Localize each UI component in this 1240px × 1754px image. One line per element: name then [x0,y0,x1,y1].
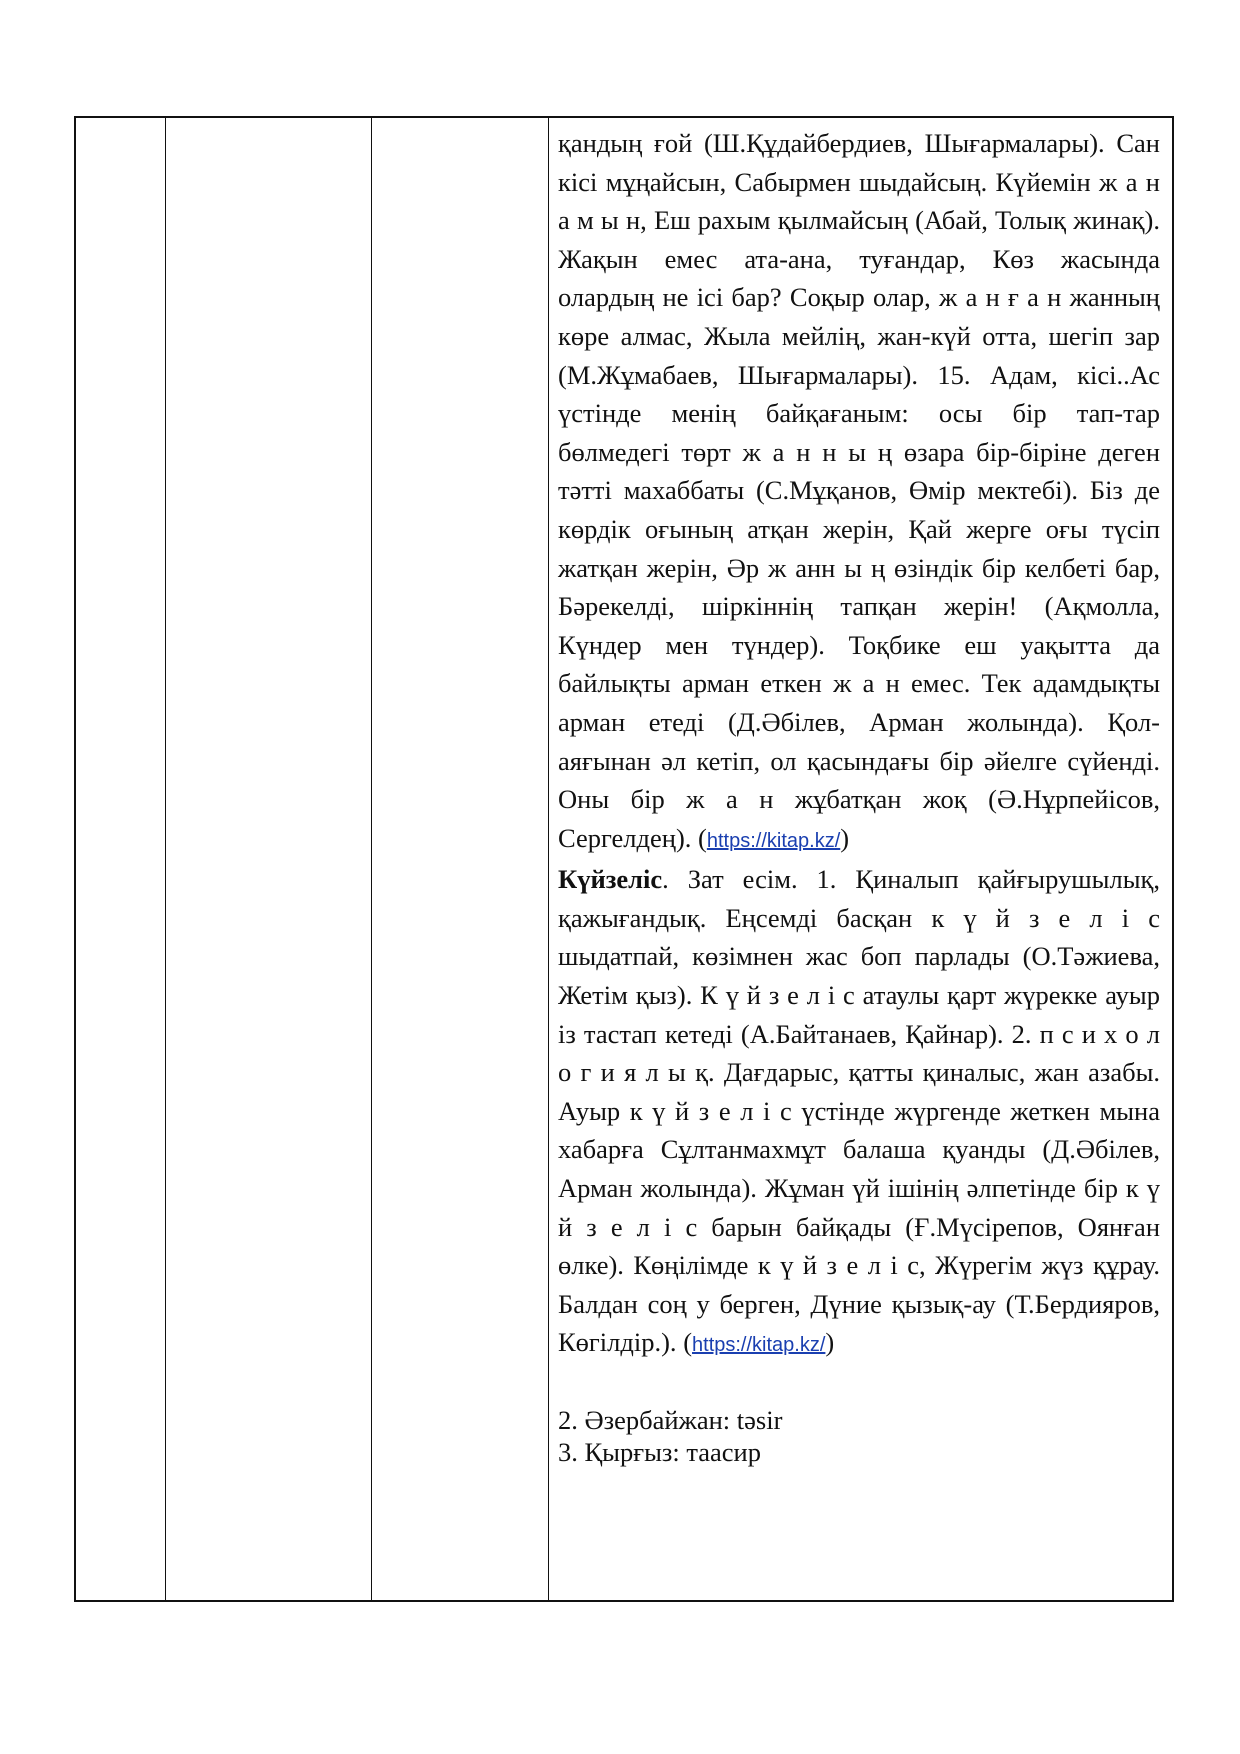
headword: Күйзеліс [558,864,663,895]
column-divider-2 [371,118,372,1600]
column-divider-1 [165,118,166,1600]
entry-paragraph-2 [558,860,1160,1365]
document-table [74,116,1174,1602]
paren-open: ( [683,1327,693,1358]
kitap-link-2[interactable]: https://kitap.kz/ [692,1334,826,1357]
entry-1-source [698,823,849,853]
equivalent-azerbaijani: 2. Әзербайжан: təsir [558,1404,783,1435]
entry-paragraph-1 [558,124,1160,860]
kitap-link-1[interactable]: https://kitap.kz/ [706,829,841,852]
definition-cell [558,124,1160,1468]
blank-line [558,1365,1160,1404]
equivalent-kyrgyz: 3. Қырғыз: таасир [558,1436,761,1467]
entry-2-text: . Зат есім. 1. Қиналып қайғырушылық, қажығандық. Еңсемді басқан к ү й з е л і с шыдатпай, көзімнен жас боп парлады (О.Тәжиева, Жетім қыз). К ү й з е л і с атаулы қарт жүрекке ауыр із тастап кетеді (А.Байтанаев, Қайнар). 2. п с и х о л о г и я л ы қ. Дағдарыс, қатты қиналыс, жан азабы. Ауыр к ү й з е л і с үстінде жүргенде жеткен мына хабарға Сұлтанмахмұт балаша қуанды (Д.Әбілев, Арман жолында). Жұман үй ішінің әлпетінде бір к ү й з е л і с барын байқады (Ғ.Мүсірепов, Оянған өлке). Көңілімде к ү й з е л і с, Жүрегім жүз құрау. Балдан соң у берген, Дүние қызық-ау (Т.Бердияров, Көгілдір.). [558,864,1160,1358]
entry-2-source [683,1327,834,1357]
column-divider-3 [548,118,549,1600]
paren-close: ) [825,1327,835,1358]
paren-close: ) [840,822,850,853]
entry-1-text: қандың ғой (Ш.Құдайбердиев, Шығармалары). Сан кісі мұңайсын, Сабырмен шыдайсың. Күйемін ж а н а м ы н, Еш рахым қылмайсың (Абай, Толық жинақ). Жақын емес ата-ана, туғандар, Көз жасында олардың не ісі бар? Соқыр олар, ж а н ғ а н жанның көре алмас, Жыла мейлің, жан-күй отта, шегіп зар (М.Жұмабаев, Шығармалары). 15. Адам, кісі..Ас үстінде менің байқағаным: осы бір тап-тар бөлмедегі төрт ж а н н ы ң өзара бір-біріне деген тәтті махаббаты (С.Мұқанов, Өмір мектебі). Біз де көрдік оғының атқан жерін, Қай жерге оғы түсіп жатқан жерін, Әр ж анн ы ң өзіндік бір келбеті бар, Бәрекелді, шіркіннің тапқан жерін! (Ақмолла, Күндер мен түндер). Тоқбике еш уақытта да байлықты арман еткен ж а н емес. Тек адамдықты арман етеді (Д.Әбілев, Арман жолында). Қол-аяғынан әл кетіп, ол қасындағы бір әйелге сүйенді. Оны бір ж а н жұбатқан жоқ (Ә.Нұрпейісов, Сергелдең). [558,128,1160,853]
paren-open: ( [698,822,707,853]
